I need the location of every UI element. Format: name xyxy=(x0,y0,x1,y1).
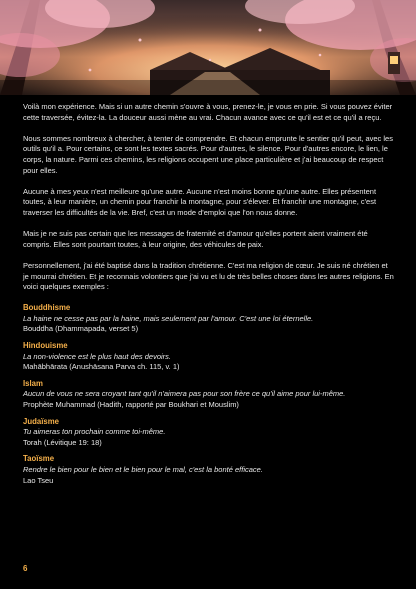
paragraph-1: Voilà mon expérience. Mais si un autre chemin s'ouvre à vous, prenez-le, je vous en prie. Si vous pouvez éviter cette traversée, évitez-la. La douceur aussi mène au vrai. Chacun avance avec ce qu'il est et ce qu'il a reçu. xyxy=(23,102,393,122)
quote-text: La haine ne cesse pas par la haine, mais seulement par l'amour. C'est une loi éternelle. xyxy=(23,313,314,323)
quote-judaism xyxy=(23,417,395,449)
quote-source: Bouddha (Dhammapada, verset 5) xyxy=(23,324,139,334)
paragraph-5: Personnellement, j'ai été baptisé dans la tradition chrétienne. C'est ma religion de cœur. Je suis né chrétien et je mourrai chrétien. Et je reconnais volontiers que j'ai vu et lu de très belles choses dans les autres religions. En voici quelques exemples : xyxy=(23,260,394,292)
quote-text: Aucun de vous ne sera croyant tant qu'il n'aimera pas pour son frère ce qu'il aime pour lui-même. xyxy=(23,389,346,399)
paragraph-2: Nous sommes nombreux à chercher, à tenter de comprendre. Et chacun emprunte le sentier qu'il peut, avec les outils qu'il a. Pour certains, ce sont les textes sacrés. Pour d'autres, le silence. Pour d'autres encore, le lien, le corps, la nature. Parmi ces chemins, les religions occupent une place particulière et j'ai beaucoup de respect pour elles. xyxy=(23,133,393,175)
quote-title: Islam xyxy=(23,378,43,388)
page-content xyxy=(23,102,395,492)
quote-text: Tu aimeras ton prochain comme toi-même. xyxy=(23,427,166,437)
quote-source: Torah (Lévitique 19: 18) xyxy=(23,437,102,447)
quote-source: Prophète Muhammad (Hadith, rapporté par Boukhari et Mouslim) xyxy=(23,400,239,410)
quote-source: Lao Tseu xyxy=(23,475,54,485)
quote-source: Mahābhārata (Anushāsana Parva ch. 115, v. 1) xyxy=(23,362,180,372)
paragraph-3: Aucune à mes yeux n'est meilleure qu'une autre. Aucune n'est moins bonne qu'une autre. Elles présentent toutes, à leur manière, un chemin pour franchir la montagne, pour s'élever. Et franchir une montagne, c'est traverser les difficultés de la vie. Bref, c'est un mode d'emploi que l'on nous donne. xyxy=(23,186,377,217)
quote-title: Taoïsme xyxy=(23,454,55,464)
quote-text: Rendre le bien pour le bien et le bien pour le mal, c'est la bonté efficace. xyxy=(23,465,263,474)
paragraph-4: Mais je ne suis pas certain que les messages de fraternité et d'amour qu'elles portent aient vraiment été compris. Elles sont pourtant toutes, à leur origine, des véhicules de paix. xyxy=(23,229,368,249)
page-number: 6 xyxy=(23,564,28,573)
header-illustration xyxy=(0,0,416,95)
quote-title: Hindouisme xyxy=(23,341,68,351)
quote-title: Bouddhisme xyxy=(23,303,71,313)
quote-text: La non-violence est le plus haut des devoirs. xyxy=(23,351,172,361)
cherry-blossom-scene xyxy=(0,0,416,95)
quote-hinduism xyxy=(23,341,395,373)
quote-buddhism xyxy=(23,303,395,335)
quote-taoism xyxy=(23,454,395,486)
quote-title: Judaïsme xyxy=(23,416,59,426)
quote-islam xyxy=(23,379,395,411)
